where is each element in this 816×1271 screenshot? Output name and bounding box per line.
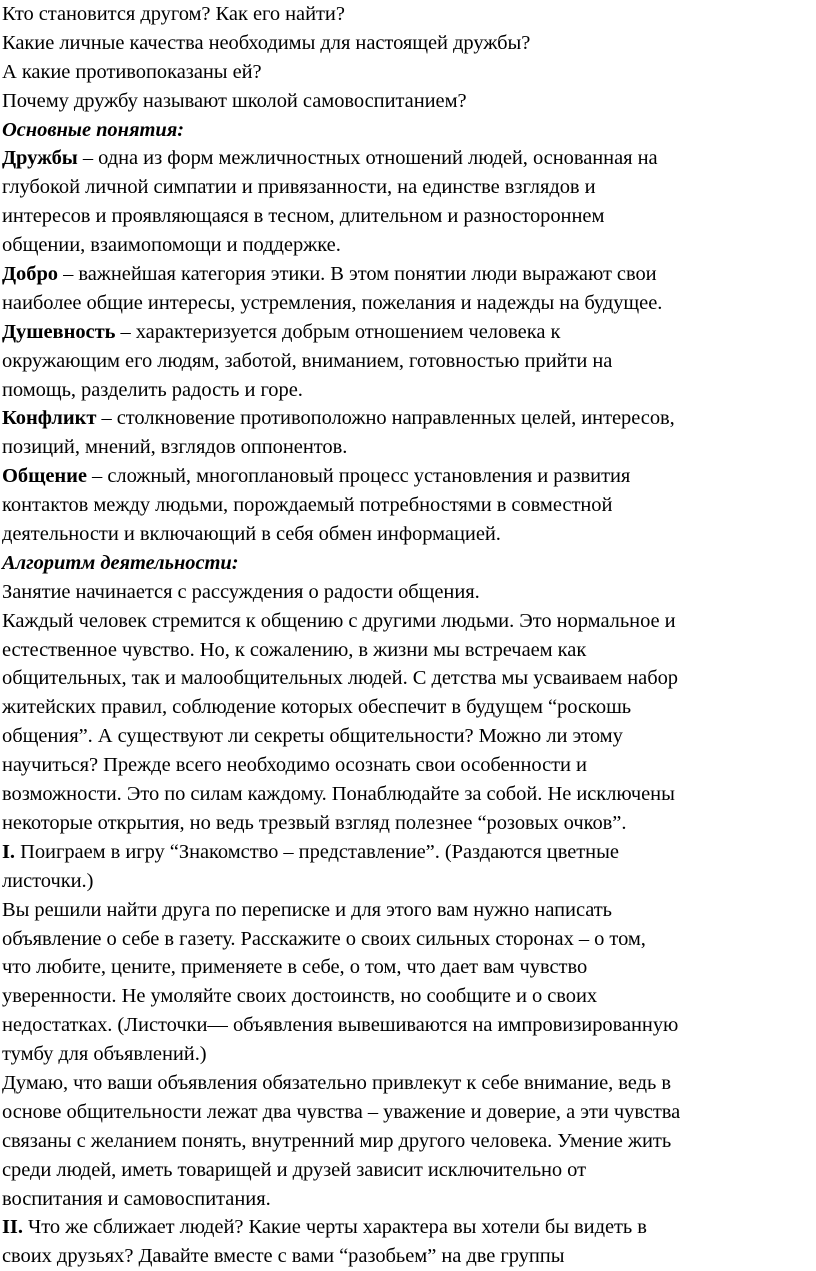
text-line: своих друзьях? Давайте вместе с вами “разобьем” на две группы xyxy=(2,1245,565,1268)
concept-term: Добро xyxy=(2,263,59,286)
section-text: Что же сближает людей? Какие черты характера вы хотели бы видеть в xyxy=(22,1216,647,1239)
text-line: тумбу для объявлений.) xyxy=(2,1043,207,1066)
concept-definition: – столкновение противоположно направленных целей, интересов, xyxy=(96,407,675,430)
text-line: листочки.) xyxy=(2,869,94,892)
text-line: общительных, так и малообщительных людей. С детства мы усваиваем набор xyxy=(2,667,678,690)
concept-term: Дружбы xyxy=(2,147,78,170)
text-line: общения”. А существуют ли секреты общительности? Можно ли этому xyxy=(2,725,623,748)
text-line: житейских правил, соблюдение которых обеспечит в будущем “роскошь xyxy=(2,696,632,719)
text-line: общении, взаимопомощи и поддержке. xyxy=(2,234,341,257)
concept-definition: – сложный, многоплановый процесс установления и развития xyxy=(86,465,631,488)
question-line: Какие личные качества необходимы для настоящей дружбы? xyxy=(2,31,531,54)
paragraph-2 xyxy=(2,896,816,1069)
text-line: помощь, разделить радость и горе. xyxy=(2,378,303,401)
text-line: возможности. Это по силам каждому. Понаблюдайте за собой. Не исключены xyxy=(2,783,675,806)
text-line: глубокой личной симпатии и привязанности, на единстве взглядов и xyxy=(2,176,596,199)
section-1 xyxy=(2,838,816,896)
concept-friendship xyxy=(2,144,816,260)
text-line: недостатках. (Листочки— объявления вывешиваются на импровизированную xyxy=(2,1014,679,1037)
concept-term: Душевность xyxy=(2,320,116,343)
question-line: А какие противопоказаны ей? xyxy=(2,60,262,83)
section-number: I. xyxy=(2,840,16,863)
text-line: позиций, мнений, взглядов оппонентов. xyxy=(2,436,348,459)
concept-definition: – характеризуется добрым отношением человека к xyxy=(115,320,561,343)
text-line: научиться? Прежде всего необходимо осознать свои особенности и xyxy=(2,754,587,777)
text-line: объявление о себе в газету. Расскажите о своих сильных сторонах – о том, xyxy=(2,927,646,950)
text-line: контактов между людьми, порождаемый потребностями в совместной xyxy=(2,494,613,517)
concept-term: Конфликт xyxy=(2,407,97,430)
text-line: связаны с желанием понять, внутренний мир другого человека. Умение жить xyxy=(2,1129,672,1152)
text-line: Каждый человек стремится к общению с другими людьми. Это нормальное и xyxy=(2,609,676,632)
concept-definition: – важнейшая категория этики. В этом понятии люди выражают свои xyxy=(58,263,657,286)
text-line: интересов и проявляющаяся в тесном, длительном и разностороннем xyxy=(2,205,605,228)
section-text: Поиграем в игру “Знакомство – представление”. (Раздаются цветные xyxy=(15,840,619,863)
concept-conflict xyxy=(2,404,816,462)
section-2 xyxy=(2,1213,816,1271)
text-line: Вы решили найти друга по переписке и для этого вам нужно написать xyxy=(2,898,612,921)
text-line: наиболее общие интересы, устремления, пожелания и надежды на будущее. xyxy=(2,291,663,314)
question-line: Почему дружбу называют школой самовоспитанием? xyxy=(2,89,467,112)
text-line: воспитания и самовоспитания. xyxy=(2,1187,271,1210)
text-line: окружающим его людям, заботой, вниманием, готовностью прийти на xyxy=(2,349,613,372)
question-line: Кто становится другом? Как его найти? xyxy=(2,3,345,25)
intro-line: Занятие начинается с рассуждения о радости общения. xyxy=(2,580,480,603)
text-line: естественное чувство. Но, к сожалению, в жизни мы встречаем как xyxy=(2,638,587,661)
concept-soul xyxy=(2,318,816,405)
text-line: деятельности и включающий в себя обмен информацией. xyxy=(2,523,501,546)
text-line: Думаю, что ваши объявления обязательно привлекут к себе внимание, ведь в xyxy=(2,1071,671,1094)
concepts-heading: Основные понятия: xyxy=(2,118,184,141)
paragraph-1 xyxy=(2,607,816,838)
concept-good xyxy=(2,260,816,318)
concept-term: Общение xyxy=(2,465,87,488)
section-number: II. xyxy=(2,1216,23,1239)
text-line: уверенности. Не умоляйте своих достоинств, но сообщите и о своих xyxy=(2,985,598,1008)
algorithm-heading: Алгоритм деятельности: xyxy=(2,551,239,574)
text-line: что любите, цените, применяете в себе, о том, что дает вам чувство xyxy=(2,956,588,979)
text-line: среди людей, иметь товарищей и друзей зависит исключительно от xyxy=(2,1158,587,1181)
paragraph-3 xyxy=(2,1069,816,1213)
text-line: некоторые открытия, но ведь трезвый взгляд полезнее “розовых очков”. xyxy=(2,811,627,834)
concept-communication xyxy=(2,462,816,549)
questions-block xyxy=(2,0,816,116)
concept-definition: – одна из форм межличностных отношений людей, основанная на xyxy=(77,147,658,170)
text-line: основе общительности лежат два чувства – уважение и доверие, а эти чувства xyxy=(2,1100,681,1123)
